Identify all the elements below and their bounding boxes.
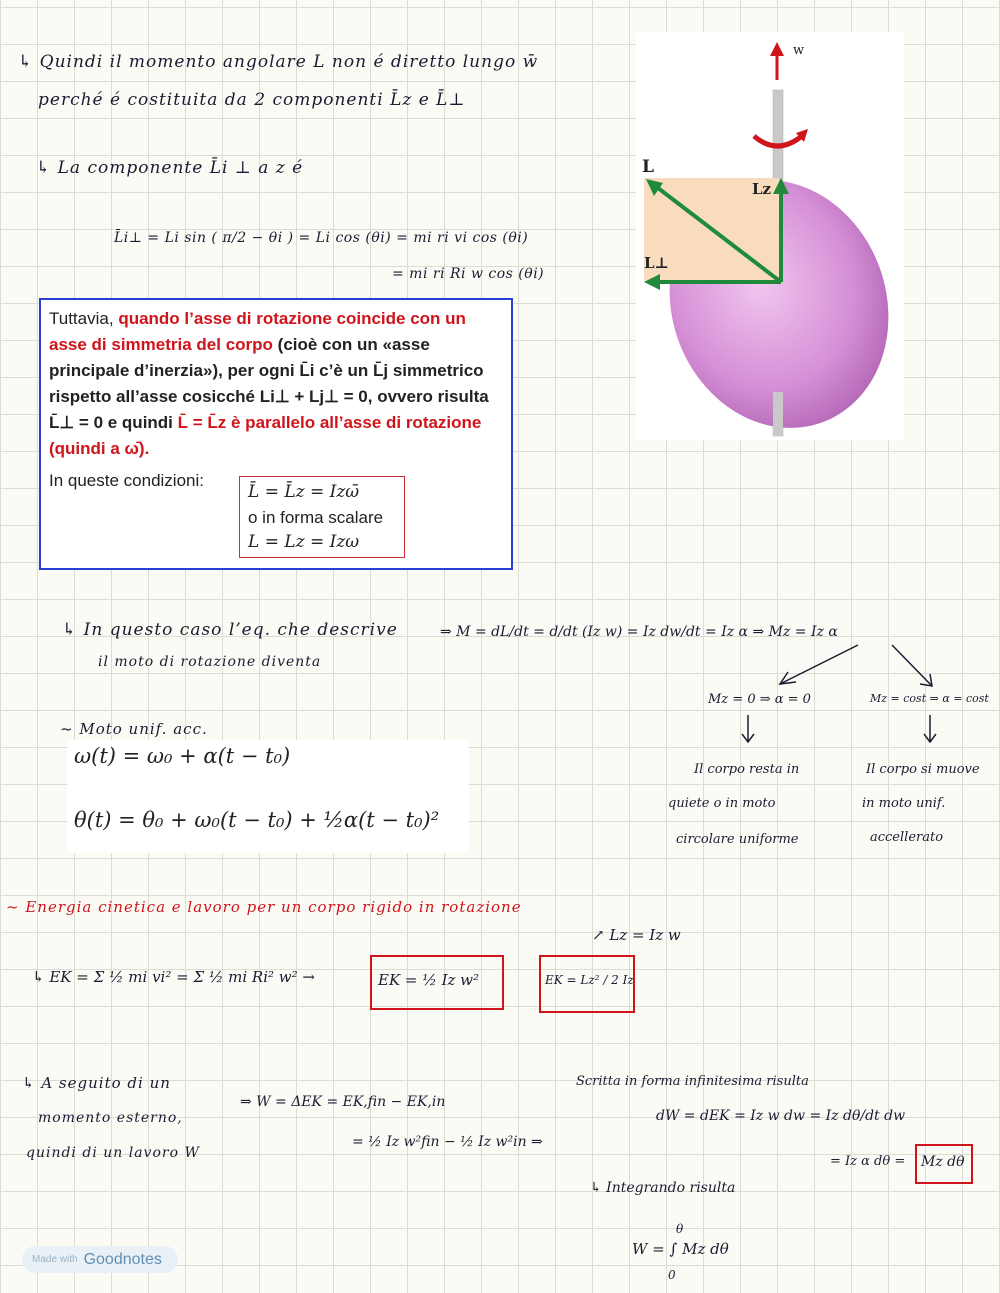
case1-text-2: quiete o in moto — [668, 796, 776, 811]
condition-eq-2: o in forma scalare — [248, 508, 384, 527]
note-line-5: = mi ri Ri w cos (θi) — [392, 266, 545, 282]
infinitesimal-equation: dW = dEK = Iz w dw = Iz dθ/dt dw — [656, 1108, 906, 1124]
figure-lperp-label: L⊥ — [644, 254, 669, 272]
case2-text-1: Il corpo si muove — [866, 762, 980, 777]
note-line-4: L̄i⊥ = Li sin ( π/2 − θi ) = Li cos (θi) = mi ri vi cos (θi) — [114, 230, 529, 246]
note-line-1: ↳ Quindi il momento angolare L non é diretto lungo w̄ — [18, 52, 539, 72]
kinetic-energy-box-2 — [539, 955, 635, 1013]
lz-note: ↗ Lz = Iz w — [592, 926, 681, 944]
conditions-label: In queste condizioni: — [49, 471, 204, 490]
work-text-2: momento esterno, — [38, 1110, 183, 1126]
infinitesimal-equation-2: = Iz α dθ = — [830, 1154, 906, 1169]
work-text-3: quindi di un lavoro W — [26, 1145, 200, 1161]
work-equation-2: = ½ Iz w²fin − ½ Iz w²in ⇒ — [352, 1134, 543, 1150]
watermark-brand: Goodnotes — [83, 1250, 162, 1268]
torque-work-formula: Mz dθ — [921, 1154, 965, 1170]
rotating-body-figure — [636, 32, 904, 440]
theory-box — [39, 298, 513, 570]
case1-text-3: circolare uniforme — [676, 832, 799, 847]
figure-w-label: w — [793, 43, 805, 58]
case1-text-1: Il corpo resta in — [694, 762, 800, 777]
case2-text-2: in moto unif. — [862, 796, 946, 811]
conditions-box — [239, 476, 405, 558]
integral-equation: W = ∫ Mz dθ — [632, 1240, 729, 1258]
watermark-small-text: Made with — [32, 1254, 78, 1265]
theory-paragraph — [49, 306, 507, 462]
theory-text-conclusion: L̄ = L̄z è parallelo all’asse di rotazione (quindi a ω̄). — [49, 413, 482, 458]
energy-title: ~ Energia cinetica e lavoro per un corpo rigido in rotazione — [6, 898, 522, 916]
theory-text-body: (cioè con un «asse principale d’inerzia»), per ogni L̄i c’è un L̄j simmetrico rispetto all’asse cosicché Li⊥ + Lj⊥ = 0, ovvero risulta L̄⊥ = 0 e quindi — [49, 335, 489, 432]
theta-equation: θ(t) = θ₀ + ω₀(t − t₀) + ½α(t − t₀)² — [74, 808, 440, 832]
omega-equation: ω(t) = ω₀ + α(t − t₀) — [74, 744, 291, 768]
rotation-line-2: il moto di rotazione diventa — [98, 654, 322, 670]
torque-work-box — [915, 1144, 973, 1184]
figure-l-label: L — [642, 157, 654, 177]
kinetic-energy-formula-2: EK = Lz² / 2 Iz — [545, 973, 634, 987]
kinetic-energy-box-1 — [370, 955, 504, 1010]
kinetic-energy-formula-1: EK = ½ Iz w² — [378, 971, 480, 989]
work-equation-1: ⇒ W = ΔEK = EK,fin − EK,in — [240, 1094, 446, 1110]
figure-lz-label: Lz — [752, 180, 772, 198]
integration-label: ↳ Integrando risulta — [590, 1180, 736, 1196]
goodnotes-watermark — [22, 1246, 178, 1273]
note-line-3: ↳ La componente L̄i ⊥ a z é — [36, 158, 304, 178]
case1-condition: Mz = 0 ⇒ α = 0 — [708, 692, 811, 707]
rotation-line-1: ↳ In questo caso l’eq. che descrive — [62, 620, 398, 640]
note-line-2: perché é costituita da 2 componenti L̄z e L̄⊥ — [38, 90, 466, 110]
integral-lower-limit: 0 — [668, 1268, 676, 1282]
condition-eq-3: L = Lz = Izω — [248, 532, 360, 552]
rotation-equation: ⇒ M = dL/dt = d/dt (Iz w) = Iz dw/dt = Iz α ⇒ Mz = Iz α — [440, 624, 838, 640]
theory-text-highlight: quando l’asse di rotazione coincide con un asse di simmetria del corpo — [49, 309, 466, 354]
condition-eq-1: L̄ = L̄z = Izω̄ — [248, 482, 360, 502]
kinetic-energy-sum: ↳ EK = Σ ½ mi vi² = Σ ½ mi Ri² w² → — [32, 968, 315, 986]
case2-condition: Mz = cost ⇒ α = cost — [870, 692, 989, 705]
infinitesimal-label: Scritta in forma infinitesima risulta — [576, 1074, 809, 1089]
moto-label: ~ Moto unif. acc. — [60, 720, 208, 738]
work-text-1: ↳ A seguito di un — [22, 1074, 171, 1092]
integral-upper-limit: θ — [676, 1222, 684, 1236]
theory-text-intro: Tuttavia, — [49, 309, 114, 328]
case2-text-3: accellerato — [870, 830, 944, 845]
